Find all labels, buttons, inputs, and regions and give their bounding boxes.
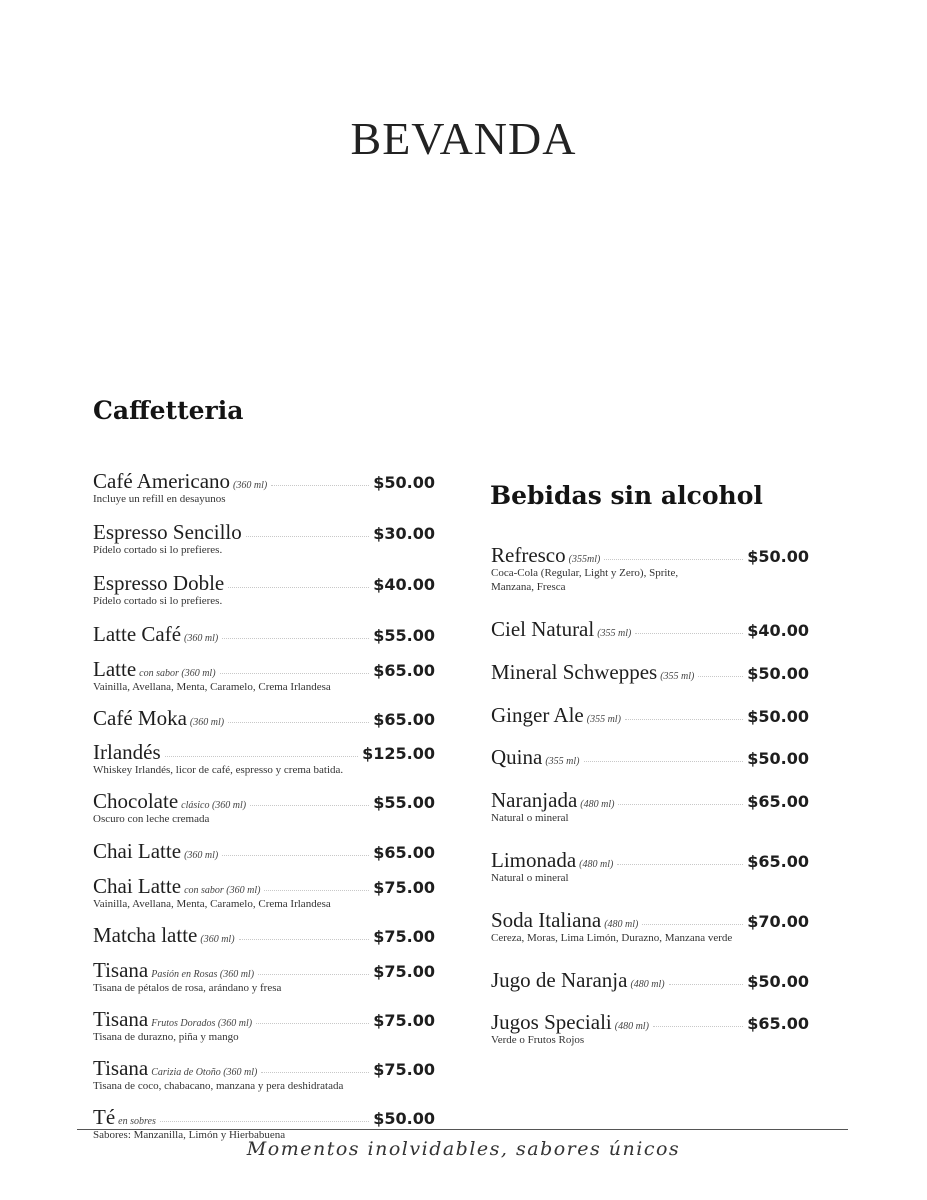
dotted-leader xyxy=(653,1026,743,1027)
menu-item-note: (480 ml) xyxy=(614,1021,649,1032)
menu-item-row xyxy=(93,1107,435,1128)
menu-item-name: Té xyxy=(93,1105,116,1129)
dotted-leader xyxy=(239,939,370,940)
menu-item xyxy=(491,970,809,1012)
menu-item-row xyxy=(93,925,435,946)
menu-item-name: Café Moka xyxy=(93,706,187,730)
menu-item-name: Chocolate xyxy=(93,789,179,813)
menu-item xyxy=(491,705,809,747)
menu-item-row xyxy=(491,790,809,811)
menu-item-note: Pasión en Rosas (360 ml) xyxy=(151,969,255,980)
dotted-leader xyxy=(258,974,369,975)
menu-item-name: Ciel Natural xyxy=(491,617,595,641)
menu-item xyxy=(93,522,435,566)
dotted-leader xyxy=(250,805,369,806)
menu-item-name: Naranjada xyxy=(491,788,578,812)
menu-item-price: $40.00 xyxy=(373,575,435,594)
menu-item xyxy=(93,960,435,1002)
menu-item-row xyxy=(491,850,809,871)
dotted-leader xyxy=(256,1023,369,1024)
menu-item-note: (360 ml) xyxy=(189,717,225,728)
menu-item-note: Frutos Dorados (360 ml) xyxy=(151,1018,253,1029)
menu-item-description: Pídelo cortado si lo prefieres. xyxy=(93,544,223,556)
footer-tagline: Momentos inolvidables, sabores únicos xyxy=(246,1138,681,1160)
dotted-leader xyxy=(617,864,743,865)
menu-item xyxy=(491,662,809,705)
dotted-leader xyxy=(625,719,743,720)
menu-item-description: Natural o mineral xyxy=(491,872,569,884)
menu-item-row xyxy=(93,522,435,543)
menu-item-name: Espresso Doble xyxy=(93,571,225,595)
menu-item-row xyxy=(491,619,809,640)
menu-item xyxy=(491,545,809,619)
menu-item-note: (480 ml) xyxy=(580,799,615,810)
menu-item-price: $75.00 xyxy=(373,1011,435,1030)
section-title-caffetteria: Caffetteria xyxy=(93,396,244,425)
dotted-leader xyxy=(669,984,744,985)
menu-item-note: con sabor (360 ml) xyxy=(139,668,216,679)
menu-item-row xyxy=(93,876,435,897)
menu-item-row xyxy=(93,573,435,594)
menu-item-note: (355ml) xyxy=(568,554,601,565)
menu-item-name: Mineral Schweppes xyxy=(491,660,658,684)
menu-item-price: $65.00 xyxy=(373,710,435,729)
menu-item-name: Chai Latte xyxy=(93,874,182,898)
menu-item-row xyxy=(491,1012,809,1033)
menu-item-row xyxy=(93,708,435,729)
menu-item-price: $75.00 xyxy=(373,962,435,981)
menu-item-price: $50.00 xyxy=(373,473,435,492)
menu-item-row xyxy=(93,960,435,981)
menu-item-note: (360 ml) xyxy=(233,480,268,491)
menu-item-description: Coca-Cola (Regular, Light y Zero), Sprite, Manzana, Fresca xyxy=(491,567,679,593)
menu-item-description: Tisana de coco, chabacano, manzana y pera deshidratada xyxy=(93,1080,344,1092)
footer-divider xyxy=(77,1129,848,1130)
menu-item-description: Vainilla, Avellana, Menta, Caramelo, Crema Irlandesa xyxy=(93,898,331,910)
menu-item xyxy=(93,925,435,953)
menu-item-price: $65.00 xyxy=(373,661,435,680)
menu-item-note: (480 ml) xyxy=(579,859,614,870)
menu-item-description: Oscuro con leche cremada xyxy=(93,813,210,825)
dotted-leader xyxy=(271,485,369,486)
menu-item-name: Jugo de Naranja xyxy=(491,968,628,992)
menu-item-description: Tisana de durazno, piña y mango xyxy=(93,1031,239,1043)
dotted-leader xyxy=(220,673,370,674)
dotted-leader xyxy=(604,559,743,560)
menu-item-row xyxy=(93,624,435,645)
menu-item-row xyxy=(491,705,809,726)
menu-item-name: Café Americano xyxy=(93,469,231,493)
menu-item-row xyxy=(491,910,809,931)
menu-item xyxy=(491,619,809,662)
menu-item-price: $55.00 xyxy=(373,626,435,645)
menu-item-name: Tisana xyxy=(93,958,149,982)
menu-item-price: $75.00 xyxy=(373,1060,435,1079)
menu-item-name: Soda Italiana xyxy=(491,908,602,932)
menu-item-note: (355 ml) xyxy=(545,756,580,767)
menu-item-price: $70.00 xyxy=(747,912,809,931)
menu-item-row xyxy=(93,742,435,763)
menu-item xyxy=(491,850,809,910)
menu-item-description: Sabores: Manzanilla, Limón y Hierbabuena xyxy=(93,1129,286,1141)
menu-item-description: Cereza, Moras, Lima Limón, Durazno, Manzana verde xyxy=(491,932,733,944)
menu-item-row xyxy=(93,1058,435,1079)
menu-item-price: $50.00 xyxy=(747,664,809,683)
dotted-leader xyxy=(228,722,369,723)
menu-item-price: $125.00 xyxy=(362,744,435,763)
menu-item-price: $50.00 xyxy=(747,749,809,768)
menu-item-row xyxy=(93,841,435,862)
menu-item xyxy=(93,708,435,735)
menu-item-row xyxy=(491,662,809,683)
menu-item xyxy=(491,790,809,850)
menu-item-name: Ginger Ale xyxy=(491,703,584,727)
menu-item-price: $50.00 xyxy=(747,972,809,991)
dotted-leader xyxy=(698,676,743,677)
menu-item-name: Quina xyxy=(491,745,543,769)
menu-item-price: $65.00 xyxy=(747,852,809,871)
menu-item-description: Incluye un refill en desayunos xyxy=(93,493,226,505)
menu-item-note: (355 ml) xyxy=(586,714,621,725)
menu-item-description: Natural o mineral xyxy=(491,812,569,824)
menu-item-description: Vainilla, Avellana, Menta, Caramelo, Crema Irlandesa xyxy=(93,681,331,693)
menu-item-name: Tisana xyxy=(93,1056,149,1080)
menu-item-note: (355 ml) xyxy=(660,671,695,682)
menu-item-note: (360 ml) xyxy=(200,934,235,945)
menu-item-price: $65.00 xyxy=(373,843,435,862)
brand-logo: BEVANDA xyxy=(350,113,577,164)
menu-item xyxy=(93,573,435,617)
menu-item-name: Limonada xyxy=(491,848,577,872)
menu-item xyxy=(93,791,435,834)
menu-item-row xyxy=(93,471,435,492)
menu-item xyxy=(93,471,435,515)
menu-item-row xyxy=(93,791,435,812)
menu-item-name: Latte Café xyxy=(93,622,182,646)
bebidas-menu-list xyxy=(491,545,809,1054)
dotted-leader xyxy=(228,587,369,588)
menu-item xyxy=(491,1012,809,1054)
menu-item-description: Verde o Frutos Rojos xyxy=(491,1034,585,1046)
menu-item-note: (480 ml) xyxy=(604,919,639,930)
menu-item xyxy=(93,659,435,701)
menu-item xyxy=(93,1058,435,1100)
menu-item xyxy=(491,910,809,970)
menu-item-note: (355 ml) xyxy=(597,628,632,639)
menu-item-price: $50.00 xyxy=(747,707,809,726)
menu-item-price: $30.00 xyxy=(373,524,435,543)
menu-item-note: (360 ml) xyxy=(184,633,219,644)
menu-item-name: Jugos Speciali xyxy=(491,1010,612,1034)
menu-item xyxy=(93,624,435,652)
menu-item-name: Refresco xyxy=(491,543,566,567)
menu-item-note: en sobres xyxy=(118,1116,156,1127)
menu-item-name: Chai Latte xyxy=(93,839,182,863)
dotted-leader xyxy=(261,1072,369,1073)
menu-item-price: $75.00 xyxy=(373,927,435,946)
menu-item xyxy=(93,876,435,918)
section-title-bebidas: Bebidas sin alcohol xyxy=(490,481,763,510)
menu-item-row xyxy=(491,747,809,768)
menu-item xyxy=(93,1009,435,1051)
menu-item-note: (360 ml) xyxy=(184,850,219,861)
menu-item xyxy=(93,841,435,869)
menu-item-description: Tisana de pétalos de rosa, arándano y fresa xyxy=(93,982,282,994)
menu-item-note: Carizia de Otoño (360 ml) xyxy=(151,1067,258,1078)
menu-item-price: $65.00 xyxy=(747,792,809,811)
menu-item-description: Pídelo cortado si lo prefieres. xyxy=(93,595,223,607)
dotted-leader xyxy=(160,1121,369,1122)
menu-item-price: $65.00 xyxy=(747,1014,809,1033)
menu-item-name: Matcha latte xyxy=(93,923,198,947)
dotted-leader xyxy=(246,536,370,537)
dotted-leader xyxy=(635,633,743,634)
menu-item-row xyxy=(93,659,435,680)
dotted-leader xyxy=(618,804,743,805)
dotted-leader xyxy=(222,855,369,856)
menu-item-note: con sabor (360 ml) xyxy=(184,885,261,896)
menu-item-name: Espresso Sencillo xyxy=(93,520,242,544)
menu-item-price: $75.00 xyxy=(373,878,435,897)
menu-item-name: Latte xyxy=(93,657,137,681)
menu-item-name: Tisana xyxy=(93,1007,149,1031)
menu-item-name: Irlandés xyxy=(93,740,161,764)
caffetteria-menu-list xyxy=(93,471,435,1154)
menu-item-price: $50.00 xyxy=(747,547,809,566)
menu-item-description: Whiskey Irlandés, licor de café, espresso y crema batida. xyxy=(93,764,344,776)
menu-item-price: $50.00 xyxy=(373,1109,435,1128)
menu-item-note: (480 ml) xyxy=(630,979,665,990)
menu-item-row xyxy=(491,545,809,566)
menu-item-row xyxy=(93,1009,435,1030)
dotted-leader xyxy=(165,756,358,757)
dotted-leader xyxy=(264,890,369,891)
menu-item-price: $40.00 xyxy=(747,621,809,640)
menu-item xyxy=(491,747,809,790)
dotted-leader xyxy=(222,638,369,639)
menu-item-row xyxy=(491,970,809,991)
menu-item xyxy=(93,742,435,784)
dotted-leader xyxy=(584,761,744,762)
menu-item-note: clásico (360 ml) xyxy=(181,800,247,811)
menu-item-price: $55.00 xyxy=(373,793,435,812)
dotted-leader xyxy=(642,924,743,925)
